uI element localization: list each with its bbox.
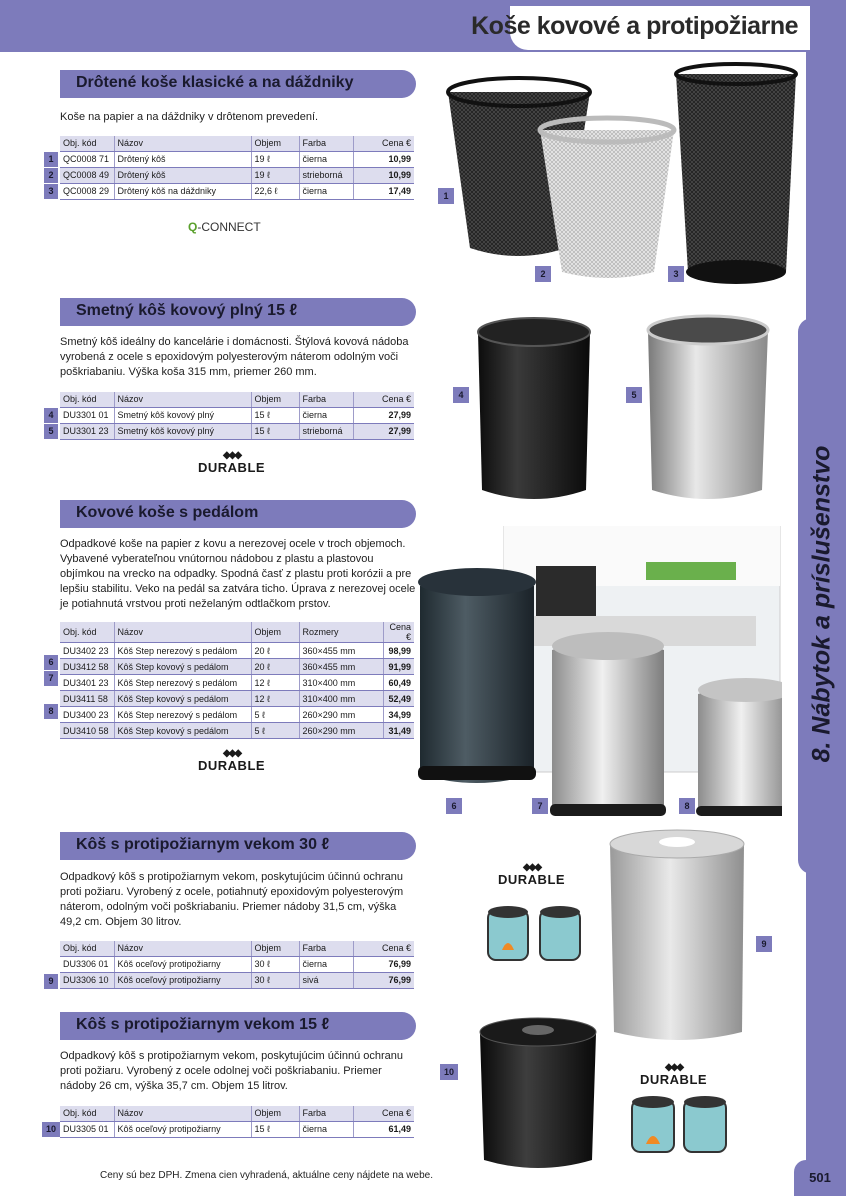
cell-volume: 20 ℓ: [251, 659, 299, 675]
cell-code: DU3401 23: [60, 675, 114, 691]
cell-price: 98,99: [383, 643, 414, 659]
cell-dims: 360×455 mm: [299, 659, 383, 675]
image-label: 5: [626, 387, 642, 403]
cell-code: DU3412 58: [60, 659, 114, 675]
cell-code: DU3411 58: [60, 691, 114, 707]
cell-color: strieborná: [299, 167, 353, 183]
cell-volume: 15 ℓ: [251, 423, 299, 439]
cell-code: DU3402 23: [60, 643, 114, 659]
cell-volume: 19 ℓ: [251, 151, 299, 167]
cell-volume: 15 ℓ: [251, 407, 299, 423]
section-heading: [60, 832, 416, 860]
cell-color: čierna: [299, 407, 353, 423]
cell-volume: 15 ℓ: [251, 1121, 299, 1137]
wire-baskets-image: [440, 58, 800, 294]
cell-code: DU3301 23: [60, 423, 114, 439]
section-description: Odpadkový kôš s protipožiarnym vekom, poskytujúcim účinnú ochranu proti požiaru. Vyrobený z ocele, potiahnutý epoxidovým polyesterovým náterom, odolným voči poškriabaniu. Priemer nádoby 31,5 cm, výška 49,2 cm. Objem 30 litrov.: [60, 871, 404, 928]
cell-name: Kôš Step kovový s pedálom: [114, 723, 251, 739]
col-color: Farba: [299, 941, 353, 956]
durable-logo: ◆◆◆ DURABLE: [198, 748, 266, 773]
cell-name: Drôtený kôš: [114, 167, 251, 183]
row-number: 4: [44, 408, 58, 423]
cell-code: DU3400 23: [60, 707, 114, 723]
fire-bin-15-image: [472, 1010, 752, 1174]
product-table: [60, 392, 414, 440]
col-volume: Objem: [251, 622, 299, 643]
section-heading: [60, 500, 416, 528]
cell-price: 52,49: [383, 691, 414, 707]
solid-bins-image: [470, 314, 780, 510]
image-label: 4: [453, 387, 469, 403]
cell-code: DU3306 01: [60, 956, 114, 972]
row-number: 3: [44, 184, 58, 199]
cell-name: Kôš Step kovový s pedálom: [114, 659, 251, 675]
section-title: Drôtené koše klasické a na dáždniky: [76, 74, 354, 91]
section-title: Kovové koše s pedálom: [76, 504, 259, 521]
cell-name: Kôš Step nerezový s pedálom: [114, 707, 251, 723]
durable-logo: ◆◆◆ DURABLE: [640, 1062, 708, 1087]
col-volume: Objem: [251, 941, 299, 956]
col-price: Cena €: [353, 136, 414, 151]
pedal-bins-image: [416, 526, 782, 822]
col-price: Cena €: [353, 392, 414, 407]
table-row: [60, 707, 414, 723]
page-number: 501: [794, 1160, 846, 1196]
cell-name: Kôš oceľový protipožiarny: [114, 956, 251, 972]
cell-price: 31,49: [383, 723, 414, 739]
section-description: Odpadkové koše na papier z kovu a nerezovej ocele v troch objemoch. Vybavené vyberateľnou vnútornou nádobou z plastu a plastovou objímkou na vrecko na odpadky. Spodná časť z plastu proti korózii a pre lepšiu stabilitu. Veko na pedál sa zatvára ticho. Úprava z nerezovej ocele je potiahnutá vrstvou proti neželaným odtlačkom prstov.: [60, 538, 416, 610]
cell-dims: 260×290 mm: [299, 723, 383, 739]
section-title: Kôš s protipožiarnym vekom 30 ℓ: [76, 836, 330, 853]
table-header-row: [60, 941, 414, 956]
cell-volume: 30 ℓ: [251, 956, 299, 972]
image-label: 3: [668, 266, 684, 282]
col-name: Názov: [114, 941, 251, 956]
table-header-row: [60, 622, 414, 643]
cell-volume: 5 ℓ: [251, 723, 299, 739]
cell-price: 76,99: [353, 956, 414, 972]
cell-price: 27,99: [353, 423, 414, 439]
cell-dims: 310×400 mm: [299, 675, 383, 691]
col-name: Názov: [114, 622, 251, 643]
section-title: Kôš s protipožiarnym vekom 15 ℓ: [76, 1016, 330, 1033]
col-color: Farba: [299, 392, 353, 407]
col-color: Farba: [299, 136, 353, 151]
cell-price: 76,99: [353, 972, 414, 988]
cell-volume: 12 ℓ: [251, 675, 299, 691]
cell-color: čierna: [299, 183, 353, 199]
col-dims: Rozmery: [299, 622, 383, 643]
page-footer: [0, 1160, 846, 1196]
cell-color: sivá: [299, 972, 353, 988]
table-header-row: [60, 392, 414, 407]
col-price: Cena €: [383, 622, 414, 643]
table-header-row: [60, 136, 414, 151]
row-number: 2: [44, 168, 58, 183]
col-name: Názov: [114, 1106, 251, 1121]
section-heading: [60, 1012, 416, 1040]
col-name: Názov: [114, 392, 251, 407]
cell-price: 17,49: [353, 183, 414, 199]
chapter-label: 8. Nábytok a príslušenstvo: [807, 445, 836, 763]
col-price: Cena €: [353, 941, 414, 956]
cell-price: 10,99: [353, 151, 414, 167]
image-label: 6: [446, 798, 462, 814]
durable-logo: ◆◆◆ DURABLE: [198, 450, 266, 475]
table-row: [60, 151, 414, 167]
table-row: [60, 643, 414, 659]
image-label: 7: [532, 798, 548, 814]
cell-volume: 20 ℓ: [251, 643, 299, 659]
col-code: Obj. kód: [60, 136, 114, 151]
cell-color: strieborná: [299, 423, 353, 439]
cell-price: 91,99: [383, 659, 414, 675]
durable-logo: ◆◆◆ DURABLE: [498, 862, 566, 887]
row-number: 5: [44, 424, 58, 439]
cell-code: DU3301 01: [60, 407, 114, 423]
table-row: [60, 659, 414, 675]
cell-name: Kôš Step kovový s pedálom: [114, 691, 251, 707]
table-row: [60, 423, 414, 439]
cell-code: DU3305 01: [60, 1121, 114, 1137]
cell-volume: 5 ℓ: [251, 707, 299, 723]
row-number: 9: [44, 974, 58, 989]
footnote: Ceny sú bez DPH. Zmena cien vyhradená, aktuálne ceny nájdete na webe.: [100, 1170, 433, 1181]
product-table: [60, 1106, 414, 1138]
cell-name: Kôš Step nerezový s pedálom: [114, 675, 251, 691]
col-volume: Objem: [251, 136, 299, 151]
cell-price: 34,99: [383, 707, 414, 723]
cell-color: čierna: [299, 151, 353, 167]
table-row: [60, 183, 414, 199]
table-row: [60, 167, 414, 183]
table-row: [60, 956, 414, 972]
table-row: [60, 675, 414, 691]
cell-name: Smetný kôš kovový plný: [114, 423, 251, 439]
cell-dims: 360×455 mm: [299, 643, 383, 659]
table-row: [60, 723, 414, 739]
top-banner: [0, 0, 846, 52]
cell-volume: 22,6 ℓ: [251, 183, 299, 199]
cell-price: 61,49: [353, 1121, 414, 1137]
image-label: 10: [440, 1064, 458, 1080]
section-description: Odpadkový kôš s protipožiarnym vekom, poskytujúcim účinnú ochranu proti požiaru. Vyrobený z ocele odolnej voči poškriabaniu. Priemer nádoby 26 cm, výška 35,7 cm. Objem 15 litrov.: [60, 1050, 403, 1092]
cell-color: čierna: [299, 956, 353, 972]
image-label: 8: [679, 798, 695, 814]
row-number: 1: [44, 152, 58, 167]
cell-price: 27,99: [353, 407, 414, 423]
image-label: 2: [535, 266, 551, 282]
row-number: 6: [44, 655, 58, 670]
col-code: Obj. kód: [60, 622, 114, 643]
table-header-row: [60, 1106, 414, 1121]
col-volume: Objem: [251, 392, 299, 407]
col-code: Obj. kód: [60, 392, 114, 407]
col-volume: Objem: [251, 1106, 299, 1121]
qconnect-logo: Q-CONNECT: [188, 220, 261, 234]
row-number: 10: [42, 1122, 60, 1137]
table-row: [60, 407, 414, 423]
row-number: 7: [44, 671, 58, 686]
cell-dims: 260×290 mm: [299, 707, 383, 723]
cell-code: QC0008 29: [60, 183, 114, 199]
cell-name: Smetný kôš kovový plný: [114, 407, 251, 423]
cell-name: Kôš oceľový protipožiarny: [114, 1121, 251, 1137]
col-price: Cena €: [353, 1106, 414, 1121]
cell-name: Kôš Step nerezový s pedálom: [114, 643, 251, 659]
cell-price: 60,49: [383, 675, 414, 691]
section-heading: [60, 298, 416, 326]
cell-code: DU3410 58: [60, 723, 114, 739]
cell-code: QC0008 49: [60, 167, 114, 183]
section-description: Koše na papier a na dáždniky v drôtenom prevedení.: [60, 111, 319, 123]
cell-volume: 12 ℓ: [251, 691, 299, 707]
section-title: Smetný kôš kovový plný 15 ℓ: [76, 302, 298, 319]
cell-name: Drôtený kôš na dáždniky: [114, 183, 251, 199]
col-name: Názov: [114, 136, 251, 151]
cell-code: DU3306 10: [60, 972, 114, 988]
cell-dims: 310×400 mm: [299, 691, 383, 707]
col-code: Obj. kód: [60, 1106, 114, 1121]
image-label: 1: [438, 188, 454, 204]
cell-price: 10,99: [353, 167, 414, 183]
cell-name: Kôš oceľový protipožiarny: [114, 972, 251, 988]
cell-code: QC0008 71: [60, 151, 114, 167]
cell-volume: 30 ℓ: [251, 972, 299, 988]
section-description: Smetný kôš ideálny do kancelárie i domácnosti. Štýlová kovová nádoba vyrobená z ocele s epoxidovým polyesterovým náterom odolným voči poškriabaniu. Výška koša 315 mm, priemer 260 mm.: [60, 336, 409, 378]
col-color: Farba: [299, 1106, 353, 1121]
cell-name: Drôtený kôš: [114, 151, 251, 167]
cell-volume: 19 ℓ: [251, 167, 299, 183]
section-heading: [60, 70, 416, 98]
cell-color: čierna: [299, 1121, 353, 1137]
table-row: [60, 972, 414, 988]
col-code: Obj. kód: [60, 941, 114, 956]
page-title: Koše kovové a protipožiarne: [471, 12, 798, 40]
product-table: [60, 136, 414, 200]
product-table: [60, 941, 414, 989]
table-row: [60, 1121, 414, 1137]
table-row: [60, 691, 414, 707]
image-label: 9: [756, 936, 772, 952]
row-number: 8: [44, 704, 58, 719]
product-table: [60, 622, 414, 739]
